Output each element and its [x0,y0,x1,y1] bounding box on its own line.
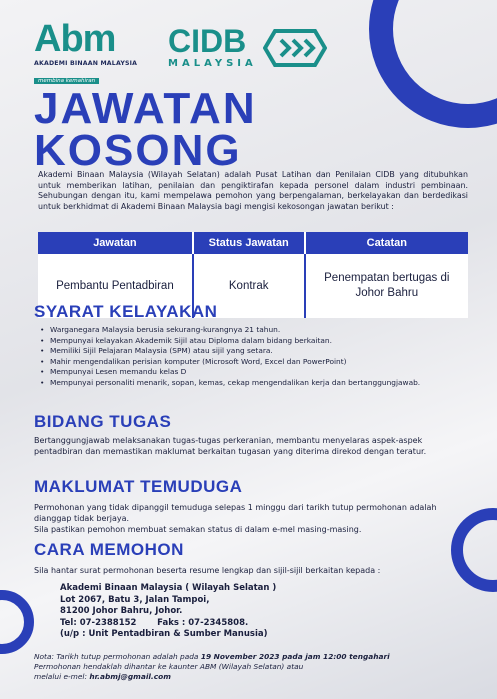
note-block [34,652,474,682]
job-table-cell-catatan: Penempatan bertugas di Johor Bahru [305,254,468,318]
address-line: Tel: 07-2388152 Faks : 07-2345808. [60,617,249,628]
cara-heading: CARA MEMOHON [34,540,184,559]
list-item: • Mempunyai Lesen memandu kelas D [40,367,460,378]
address-block [60,583,276,641]
job-table-header-catatan: Catatan [305,232,468,254]
address-line: Lot 2067, Batu 3, Jalan Tampoi, [60,594,210,605]
note-line-3 [34,672,474,682]
job-table-header-status: Status Jawatan [193,232,305,254]
job-table-header-jawatan: Jawatan [38,232,193,254]
header-logos [34,20,327,86]
decorative-ring-bottom-left [0,590,34,654]
abm-logo-tagline: membina kemahiran [34,78,99,84]
abm-logo-word: Abm [34,18,116,60]
temuduga-line-2: Sila pastikan pemohon membuat semakan status di dalam e-mel masing-masing. [34,525,362,534]
cidb-logo-word: CIDB [168,23,247,59]
cidb-hexagon-icon [263,28,327,68]
note-prefix: Nota: Tarikh tutup permohonan adalah pada [34,652,201,661]
list-item: • Mempunyai kelayakan Akademik Sijil atau Diploma dalam bidang berkaitan. [40,336,460,347]
list-item: • Mempunyai personaliti menarik, sopan, kemas, cekap mengendalikan kerja dan bertanggungjawab. [40,378,460,389]
note-line-2: Permohonan hendaklah dihantar ke kaunter ABM (Wilayah Selatan) atau [34,662,304,671]
address-line: (u/p : Unit Pentadbiran & Sumber Manusia) [60,629,268,640]
abm-logo-subtitle: AKADEMI BINAAN MALAYSIA [34,60,138,67]
temuduga-line-1: Permohonan yang tidak dipanggil temuduga selepas 1 minggu dari tarikh tutup permohonan adalah dianggap tidak berjaya. [34,503,437,523]
intro-paragraph: Akademi Binaan Malaysia (Wilayah Selatan) adalah Pusat Latihan dan Penilaian CIDB yang ditubuhkan untuk memberikan latihan, penilaian dan pengiktirafan kepada personel dalam industri pembinaan. Sehubungan dengan itu, kami mempelawa pemohon yang berpengalaman, berkelayakan dan berdedikasi untuk berkhidmat di Akademi Binaan Malaysia bagi mengisi kekosongan jawatan berikut : [38,170,468,211]
temuduga-heading: MAKLUMAT TEMUDUGA [34,477,243,496]
title-line-2: KOSONG [34,126,242,175]
decorative-ring-top-right [369,0,497,128]
note-line-1 [34,652,474,662]
list-item: • Mahir mengendalikan perisian komputer (Microsoft Word, Excel dan PowerPoint) [40,357,460,368]
syarat-heading: SYARAT KELAYAKAN [34,302,218,321]
address-line: 81200 Johor Bahru, Johor. [60,606,183,617]
note-email-link[interactable]: hr.abmj@gmail.com [89,672,171,681]
cara-paragraph: Sila hantar surat permohonan beserta resume lengkap dan sijil-sijil berkaitan kepada : [34,566,381,575]
title-line-1: JAWATAN [34,84,257,133]
abm-logo [34,20,154,86]
bidang-paragraph: Bertanggungjawab melaksanakan tugas-tugas perkeranian, membantu menyelaras aspek-aspek pentadbiran dan memastikan maklumat berkaitan tugasan yang diterima direkod dengan teratur. [34,436,427,456]
address-line: Akademi Binaan Malaysia ( Wilayah Selatan ) [60,583,277,593]
bidang-heading: BIDANG TUGAS [34,412,172,431]
list-item: • Warganegara Malaysia berusia sekurang-kurangnya 21 tahun. [40,325,460,336]
note-deadline: 19 November 2023 pada jam 12:00 tengahari [200,652,390,661]
job-table-cell-jawatan: Pembantu Pentadbiran [38,254,193,318]
job-table-cell-status: Kontrak [193,254,305,318]
note-email-prefix: melalui e-mel: [34,672,90,681]
list-item: • Memiliki Sijil Pelajaran Malaysia (SPM) atau sijil yang setara. [40,346,460,357]
temuduga-paragraph [34,502,464,535]
syarat-list [40,325,460,389]
page-title [34,84,257,175]
cidb-logo-country: MALAYSIA [168,58,257,69]
cidb-logo [168,23,327,69]
job-table-header-row [38,232,468,254]
